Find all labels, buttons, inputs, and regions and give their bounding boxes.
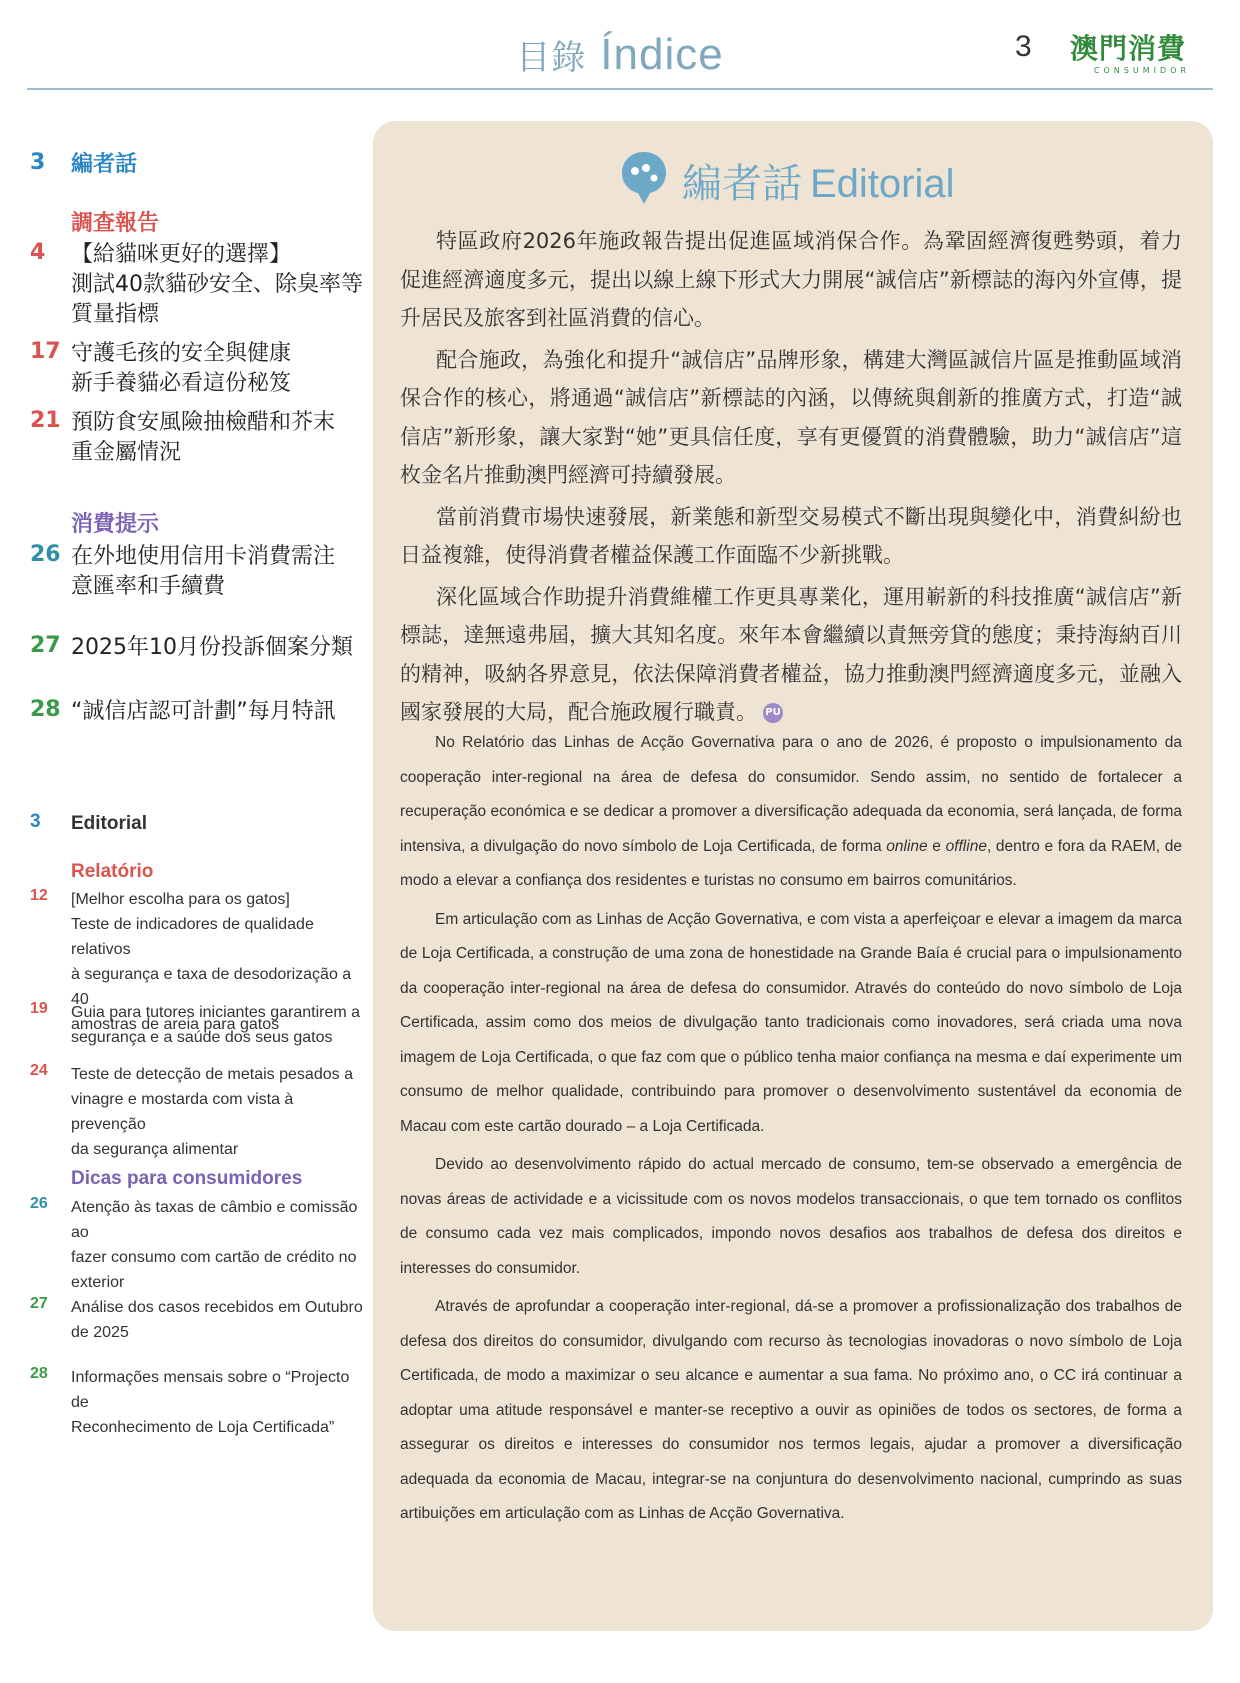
toc-entry-label: Editorial (71, 813, 148, 834)
pu-badge-icon: PU (763, 703, 783, 723)
toc-page-number: 26 (30, 1195, 48, 1212)
toc-entry-line: Teste de detecção de metais pesados a (71, 1066, 353, 1083)
speech-bubble-icon (620, 150, 668, 206)
toc-entry-line: 測試40款貓砂安全、除臭率等 (71, 272, 363, 297)
editorial-paragraph-text: No Relatório das Linhas de Acção Governativa para o ano de 2026, é proposto o impulsionamento da cooperação inter-regional na área de defesa do consumidor. Sendo assim, no sentido de fortalecer a recuperação económica e se dedicar a promover a diversificação adequada da economia, será lançada, de forma intensiva, a divulgação do novo símbolo de Loja Certificada, de forma (400, 734, 1182, 855)
toc-entry-label (71, 1295, 371, 1345)
editorial-paragraph: Em articulação com as Linhas de Acção Governativa, e com vista a aperfeiçoar e elevar a imagem da marca de Loja Certificada, a construção de uma zona de honestidade na Grande Baía é crucial para o impulsionamento da cooperação inter-regional na área de defesa do consumidor. Através do conteúdo do novo símbolo de Loja Certificada, assim como dos meios de divulgação tanto tradicionais como inovadores, será criada uma nova imagem de Loja Certificada, o que faz com que o público tenha maior confiança na mesma e daí experimente um consumo de melhor qualidade, contribuindo para promover o desenvolvimento sustentável da economia de Macau com este cartão dourado – a Loja Certificada. (400, 910, 1182, 1135)
toc-entry-line: vinagre e mostarda com vista à prevenção (71, 1091, 294, 1133)
editorial-paragraph-text: e (927, 837, 946, 855)
toc-entry-line: 新手養貓必看這份秘笈 (71, 371, 292, 396)
consumidor-logo (1070, 34, 1190, 80)
toc-entry-line: amostras de areia para gatos (71, 1016, 280, 1033)
editorial-paragraph: 當前消費市場快速發展，新業態和新型交易模式不斷出現與變化中，消費糾紛也日益複雜，使得消費者權益保護工作面臨不少新挑戰。 (400, 504, 1182, 567)
toc-entry-line: 【給貓咪更好的選擇】 (71, 242, 292, 267)
editorial-paragraph: Através de aprofundar a cooperação inter-regional, dá-se a promover a profissionalização dos trabalhos de defesa dos direitos do consumidor, divulgando com recurso às tecnologias inovadoras o novo símbolo de Loja Certificada, de modo a maximizar o seu alcance e aumentar a sua fama. No próximo ano, o CC irá continuar a adoptar uma atitude responsável e manter-se receptivo a ouvir as opiniões de todos os sectores, de forma a assegurar os direitos e interesses do consumidor nos termos legais, ajudar a promover a diversificação adequada da economia de Macau, integrar-se na conjuntura do desenvolvimento nacional, cumprindo as suas artibuições em articulação com as Linhas de Acção Governativa. (400, 1298, 1182, 1522)
page-title (0, 30, 1240, 80)
toc-entry-label (71, 339, 401, 399)
editorial-paragraph (400, 726, 1182, 899)
editorial-body-pt (400, 726, 1182, 1536)
toc-page-number: 24 (30, 1062, 48, 1079)
toc-entry-line: Reconhecimento de Loja Certificada” (71, 1419, 335, 1436)
toc-zh-section-report: 調查報告 (71, 211, 160, 236)
toc-page-number: 19 (30, 1000, 48, 1017)
editorial-title-en: Editorial (810, 162, 955, 206)
page-title-pt: Índice (600, 30, 724, 79)
toc-page-number: 21 (30, 408, 61, 433)
toc-entry-label (71, 542, 401, 602)
toc-entry-label (71, 1195, 371, 1295)
editorial-paragraph-text: 深化區域合作助提升消費維權工作更具專業化，運用嶄新的科技推廣“誠信店”新標誌，達無遠弗屆，擴大其知名度。來年本會繼續以責無旁貸的態度；秉持海納百川的精神，吸納各界意見，依法保障消費者權益，協力推動澳門經濟適度多元，並融入國家發展的大局，配合施政履行職責。 (400, 584, 1182, 724)
editorial-italic-offline: offline (945, 837, 987, 855)
editorial-paragraph: 配合施政，為強化和提升“誠信店”品牌形象，構建大灣區誠信片區是推動區域消保合作的核心，將通過“誠信店”新標誌的內涵，以傳統與創新的推廣方式，打造“誠信店”新形象，讓大家對“她”更具信任度，享有更優質的消費體驗，助力“誠信店”這枚金名片推動澳門經濟可持續發展。 (400, 347, 1182, 487)
toc-entry-line: 在外地使用信用卡消費需注 (71, 544, 336, 569)
toc-entry-line: [Melhor escolha para os gatos] (71, 891, 290, 908)
header-divider (27, 88, 1213, 90)
toc-page-number: 28 (30, 1365, 48, 1382)
toc-entry-label: “誠信店認可計劃”每月特訊 (71, 699, 336, 724)
toc-entry-line: exterior (71, 1274, 125, 1291)
toc-entry-label (71, 1000, 371, 1050)
toc-pt-section-report: Relatório (71, 861, 154, 882)
toc-page-number: 27 (30, 1295, 48, 1312)
page-number: 3 (1015, 30, 1032, 63)
toc-entry-line: Teste de indicadores de qualidade relativos (71, 916, 314, 958)
toc-entry-label: 2025年10月份投訴個案分類 (71, 635, 353, 660)
page-title-zh: 目錄 (516, 38, 587, 78)
toc-entry-label (71, 1365, 371, 1440)
toc-entry-line: da segurança alimentar (71, 1141, 239, 1158)
toc-page-number: 12 (30, 887, 48, 904)
toc-page-number: 26 (30, 542, 61, 567)
logo-zh-text: 澳門消費 (1070, 32, 1187, 65)
toc-entry-label (71, 1062, 371, 1162)
toc-page-number: 3 (30, 150, 46, 175)
toc-entry-line: 重金屬情況 (71, 440, 182, 465)
editorial-title-zh: 編者話 (682, 161, 802, 207)
editorial-body-zh (400, 222, 1182, 735)
toc-entry-line: à segurança e taxa de desodorização a 40 (71, 966, 352, 1008)
toc-entry-label (71, 240, 401, 330)
toc-entry-line: 守護毛孩的安全與健康 (71, 341, 292, 366)
toc-entry-line: 意匯率和手續費 (71, 574, 226, 599)
toc-entry-line: Análise dos casos recebidos em Outubro (71, 1299, 363, 1316)
toc-entry-line: 預防食安風險抽檢醋和芥末 (71, 410, 336, 435)
editorial-title (682, 152, 955, 209)
toc-entry-line: 質量指標 (71, 302, 160, 327)
toc-page-number: 28 (30, 697, 61, 722)
toc-entry-line: Informações mensais sobre o “Projecto de (71, 1369, 350, 1411)
editorial-paragraph-last (400, 578, 1182, 732)
toc-entry-line: Atenção às taxas de câmbio e comissão ao (71, 1199, 358, 1241)
toc-zh-section-tips: 消費提示 (71, 512, 160, 537)
page-header (0, 0, 1240, 92)
toc-page-number: 17 (30, 339, 61, 364)
toc-page-number: 4 (30, 240, 46, 265)
toc-entry-line: segurança e a saúde dos seus gatos (71, 1029, 333, 1046)
toc-pt-section-tips: Dicas para consumidores (71, 1168, 303, 1189)
editorial-paragraph-text: , dentro e fora da RAEM, de modo a elevar a confiança dos residentes e turistas no consumo em bairros comunitários. (400, 837, 1182, 889)
toc-entry-line: de 2025 (71, 1324, 129, 1341)
editorial-paragraph: 特區政府2026年施政報告提出促進區域消保合作。為鞏固經濟復甦勢頭，着力促進經濟適度多元，提出以線上線下形式大力開展“誠信店”新標誌的海內外宣傳，提升居民及旅客到社區消費的信心。 (400, 229, 1182, 330)
editorial-italic-online: online (886, 837, 928, 855)
toc-page-number: 3 (30, 811, 41, 832)
toc-entry-line: Guia para tutores iniciantes garantirem a (71, 1004, 361, 1021)
toc-page-number: 27 (30, 633, 61, 658)
toc-entry-label: 編者話 (71, 152, 138, 177)
editorial-paragraph: Devido ao desenvolvimento rápido do actual mercado de consumo, tem-se observado a emergência de novas áreas de actividade e a vicissitude com os novos modelos transaccionais, o que tem tornado os conflitos de consumo cada vez mais complicados, impondo novos desafios aos trabalhos de defesa dos direitos e interesses do consumidor. (400, 1156, 1182, 1277)
toc-entry-label (71, 408, 401, 468)
toc-entry-line: fazer consumo com cartão de crédito no (71, 1249, 357, 1266)
logo-en-text: CONSUMIDOR (1093, 66, 1190, 75)
